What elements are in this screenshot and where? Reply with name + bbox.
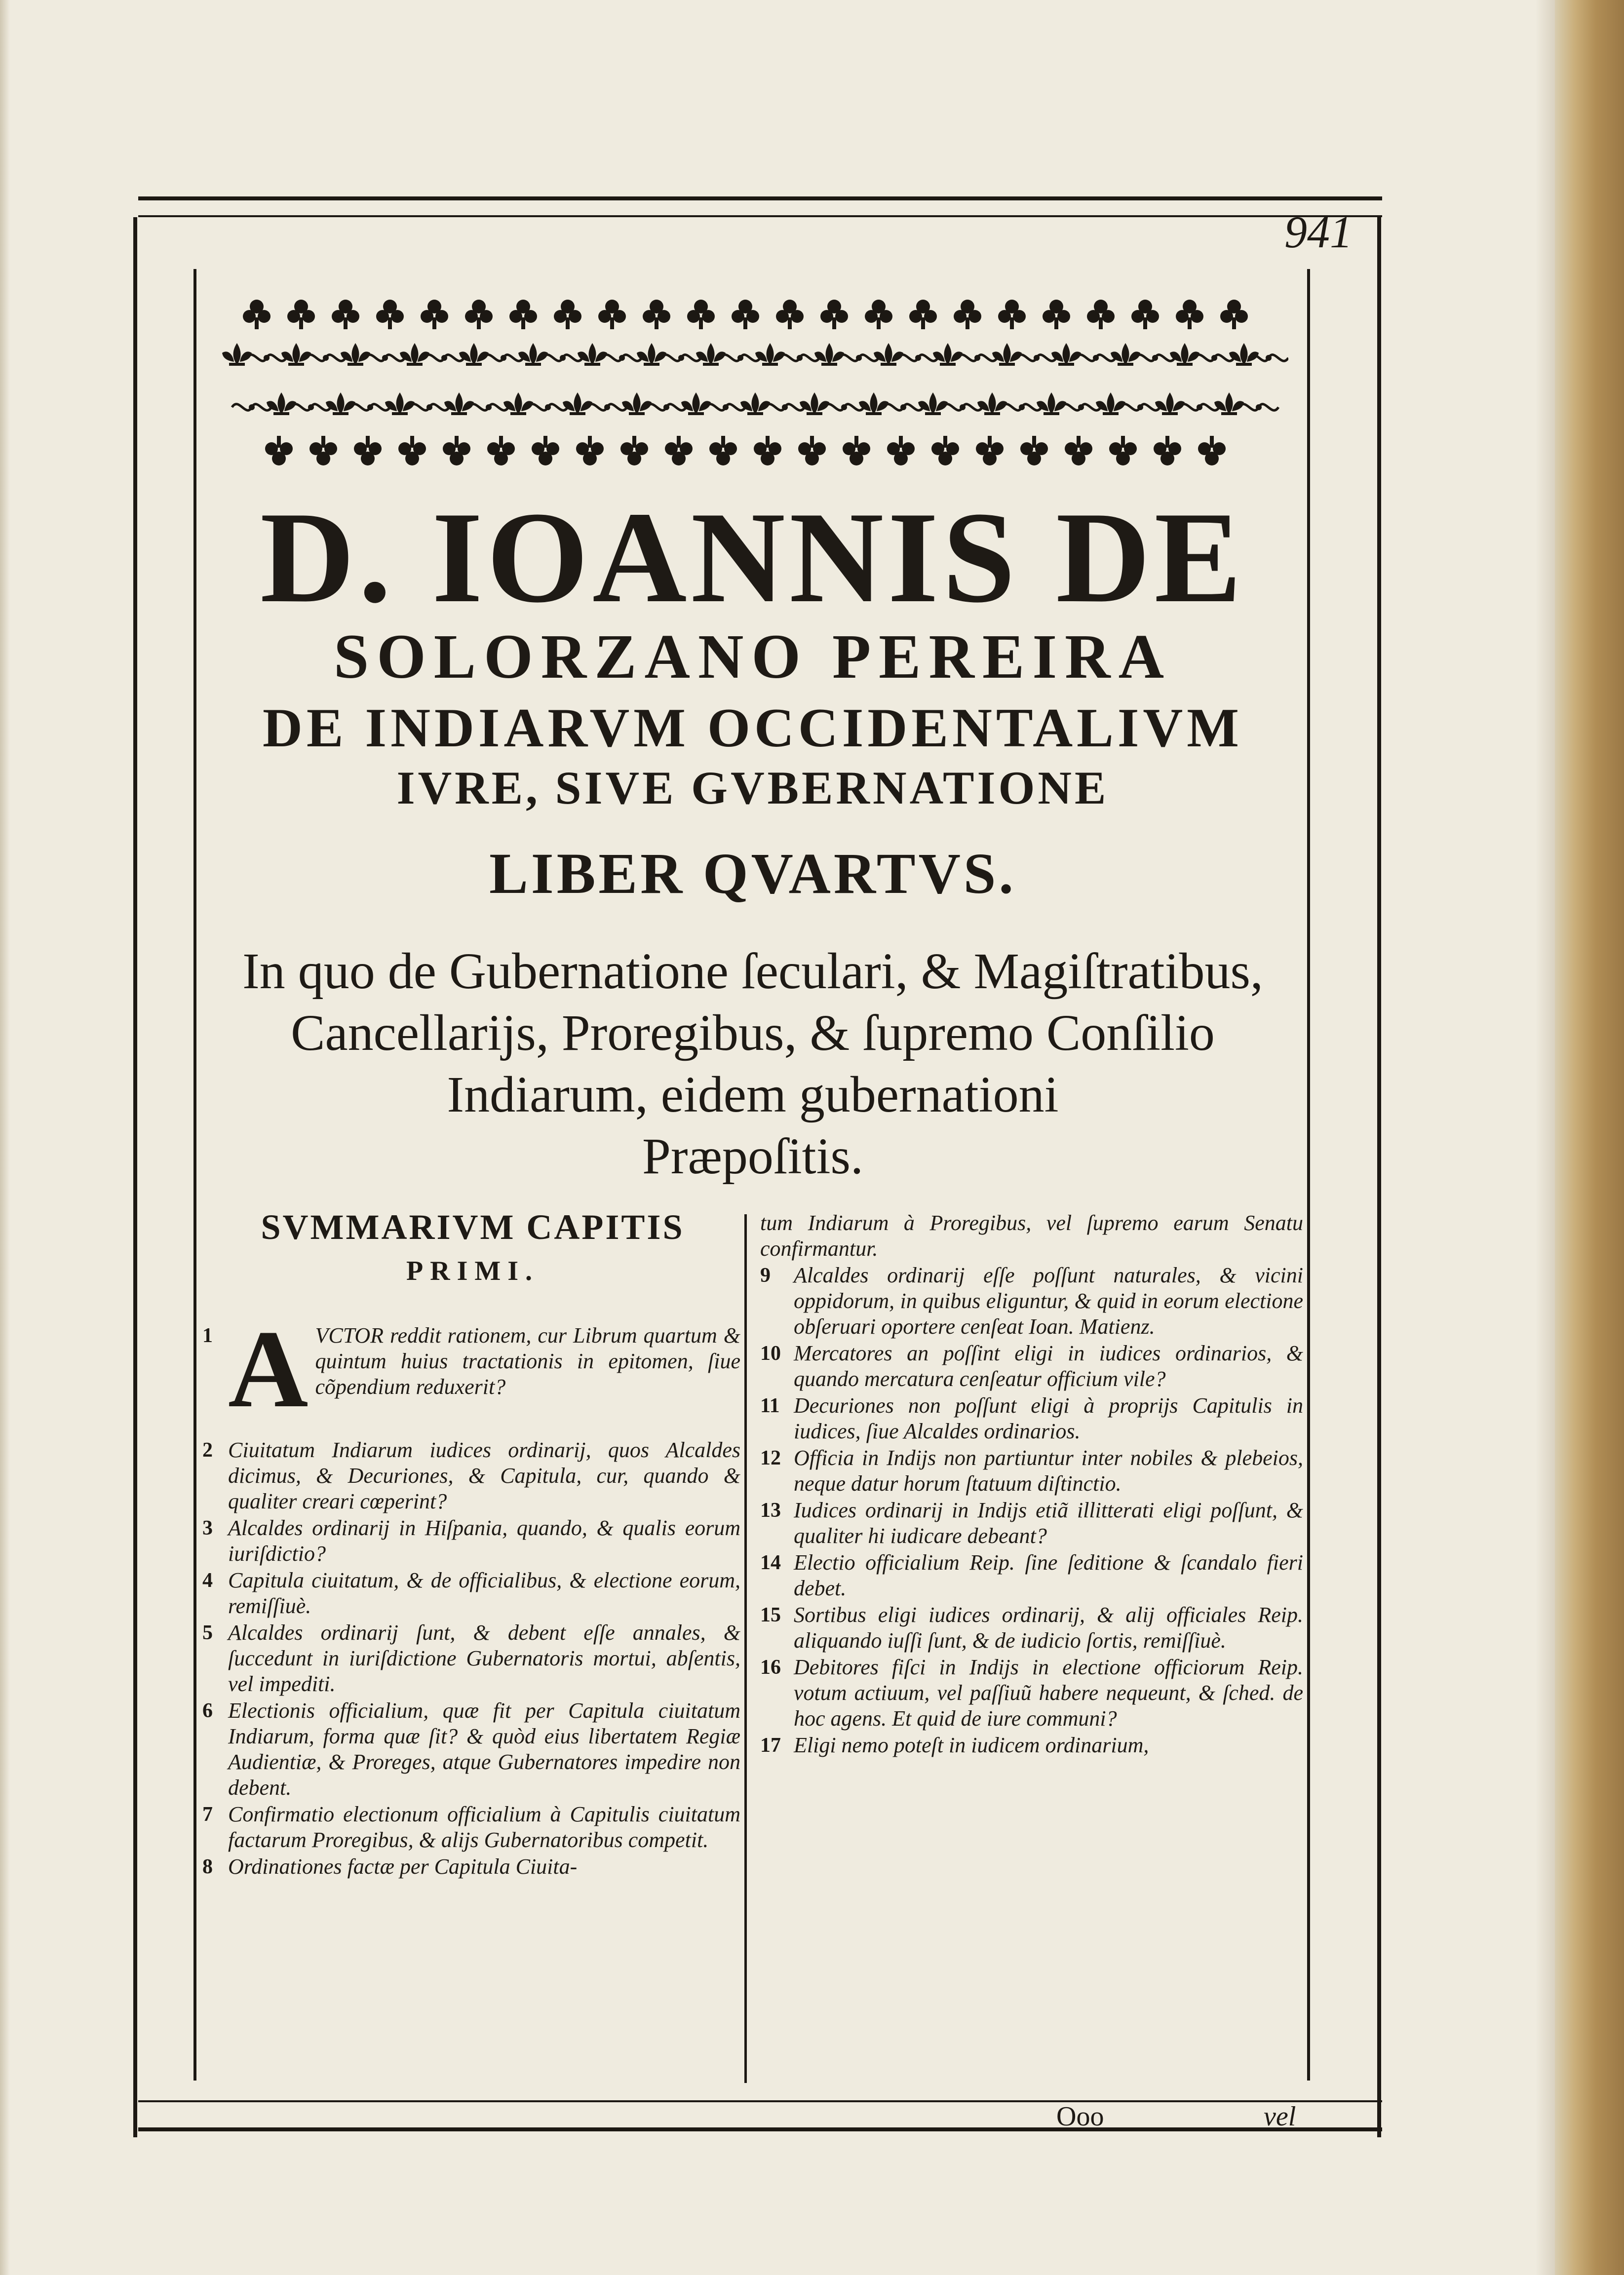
catchword: vel [1264, 2101, 1296, 2132]
title-surname-line: SOLORZANO PEREIRA [334, 621, 1172, 692]
subtitle-line: In quo de Gubernatione ſeculari, & Magiſtratibus, [242, 943, 1263, 1000]
entry-text: Electio officialium Reip. ſine ſeditione & ſcandalo fieri debet. [794, 1550, 1303, 1600]
summary-entry [202, 1307, 740, 1436]
entry-text: Decuriones non poſſunt eligi à proprijs Capitulis in iudices, ſiue Alcaldes ordinarios. [794, 1393, 1303, 1443]
title-work-line: DE INDIARVM OCCIDENTALIVM [262, 697, 1243, 759]
summary-entry [202, 1437, 740, 1514]
entry-number: 6 [202, 1699, 213, 1722]
entry-number: 1 [202, 1324, 213, 1347]
summary-heading: SVMMARIVM CAPITIS [261, 1207, 685, 1247]
entry-number: 10 [760, 1342, 781, 1365]
entry-number: 3 [202, 1517, 213, 1540]
summary-entry [760, 1602, 1303, 1654]
entry-text: Eligi nemo poteſt in iudicem ordinarium, [794, 1733, 1149, 1757]
entry-number: 9 [760, 1264, 771, 1287]
page-edge-shadow [1535, 0, 1555, 2275]
entry-text: Alcaldes ordinarij eſſe poſſunt naturales, & vicini oppidorum, in quibus eliguntur, & quid in eorum electione obſeruari oportere cenſeat Ioan. Matienz. [794, 1263, 1303, 1339]
summary-entry [760, 1445, 1303, 1497]
entry-number: 16 [760, 1656, 781, 1679]
summary-entry [202, 1515, 740, 1567]
frame-left-inner-rule [193, 269, 196, 2081]
entry-number: 8 [202, 1855, 213, 1878]
entry-number: 17 [760, 1734, 781, 1757]
summary-entry [760, 1341, 1303, 1392]
page-gutter-shadow [0, 0, 10, 2275]
folio-number: 941 [1284, 207, 1353, 257]
entry-number: 11 [760, 1394, 780, 1417]
summary-entry [760, 1393, 1303, 1444]
summary-entry [760, 1655, 1303, 1732]
summary-entry [760, 1550, 1303, 1601]
entry-text: Confirmatio electionum officialium à Capitulis ciuitatum factarum Proregibus, & alijs Gubernatoribus competit. [228, 1802, 740, 1852]
subtitle-line: Indiarum, eidem gubernationi [447, 1066, 1059, 1123]
entry-text: tum Indiarum à Proregibus, vel ſupremo earum Senatu confirmantur. [760, 1211, 1303, 1261]
frame-right-outer-rule [1377, 217, 1381, 2137]
entry-text: Iudices ordinarij in Indijs etiã illitterati eligi poſſunt, & qualiter hi iudicare debeant? [794, 1498, 1303, 1548]
entry-number: 14 [760, 1551, 781, 1574]
summary-entry [202, 1620, 740, 1697]
summary-right-column [760, 1210, 1303, 1759]
frame-bottom-inner-rule [138, 2100, 1382, 2102]
headpiece-ornament-icon [217, 294, 1288, 476]
entry-number: 5 [202, 1621, 213, 1644]
entry-text: Alcaldes ordinarij in Hiſpania, quando, & qualis eorum iuriſdictio? [228, 1516, 740, 1566]
summary-entry [202, 1854, 740, 1880]
summary-entry [202, 1568, 740, 1619]
entry-number: 15 [760, 1604, 781, 1626]
signature-mark: Ooo [1056, 2101, 1104, 2132]
drop-cap: A [228, 1307, 309, 1430]
entry-number: 7 [202, 1803, 213, 1826]
entry-number: 2 [202, 1439, 213, 1462]
summary-entry-continued [760, 1210, 1303, 1262]
frame-bottom-outer-rule [138, 2127, 1382, 2131]
summary-subheading: PRIMI. [406, 1256, 540, 1286]
subtitle-line: Cancellarijs, Proregibus, & ſupremo Conſilio [291, 1004, 1215, 1061]
column-divider-rule [744, 1214, 747, 2083]
frame-top-inner-rule [138, 215, 1382, 217]
entry-text: Sortibus eligi iudices ordinarij, & alij officiales Reip. aliquando iuſſi ſunt, & de iudicio ſortis, remiſſiuè. [794, 1603, 1303, 1653]
page-fore-edge [1555, 0, 1624, 2275]
entry-number: 12 [760, 1447, 781, 1469]
entry-text: Mercatores an poſſint eligi in iudices ordinarios, & quando mercatura cenſeatur officium vile? [794, 1341, 1303, 1391]
title-author-line: D. IOANNIS DE [260, 485, 1246, 630]
entry-number: 4 [202, 1569, 213, 1592]
frame-left-outer-rule [133, 217, 137, 2137]
title-work-line-2: IVRE, SIVE GVBERNATIONE [396, 762, 1109, 814]
entry-text: Ordinationes factæ per Capitula Ciuita- [228, 1854, 578, 1879]
summary-entry [760, 1733, 1303, 1758]
summary-entry [202, 1802, 740, 1853]
entry-text: Electionis officialium, quæ fit per Capitula ciuitatum Indiarum, forma quæ ſit? & quòd eius libertatem Regiæ Audientiæ, & Proreges, atque Gubernatores impedire non debent. [228, 1698, 740, 1800]
summary-left-column [202, 1307, 740, 1881]
entry-text: Ciuitatum Indiarum iudices ordinarij, quos Alcaldes dicimus, & Decuriones, & Capitula, cur, quando & qualiter creari cœperint? [228, 1438, 740, 1513]
summary-entry [202, 1698, 740, 1801]
entry-text: VCTOR reddit rationem, cur Librum quartum & quintum huius tractationis in epitomen, ſiue cõpendium reduxerit? [315, 1323, 740, 1399]
entry-text: Alcaldes ordinarij ſunt, & debent eſſe annales, & ſuccedunt in iuriſdictione Gubernatoris mortui, abſentis, vel impediti. [228, 1620, 740, 1696]
summary-entry [760, 1498, 1303, 1549]
entry-number: 13 [760, 1499, 781, 1522]
subtitle-line: Præpoſitis. [642, 1128, 863, 1185]
entry-text: Officia in Indijs non partiuntur inter nobiles & plebeios, neque datur horum ſtatuum diſtinctio. [794, 1446, 1303, 1496]
entry-text: Debitores fiſci in Indijs in electione officiorum Reip. votum actiuum, vel paſſiuũ habere nequeunt, & ſched. de hoc agens. Et quid de iure communi? [794, 1655, 1303, 1731]
frame-top-outer-rule [138, 196, 1382, 200]
summary-entry [760, 1263, 1303, 1340]
book-title: LIBER QVARTVS. [489, 841, 1016, 906]
entry-text: Capitula ciuitatum, & de officialibus, & electione eorum, remiſſiuè. [228, 1568, 740, 1618]
